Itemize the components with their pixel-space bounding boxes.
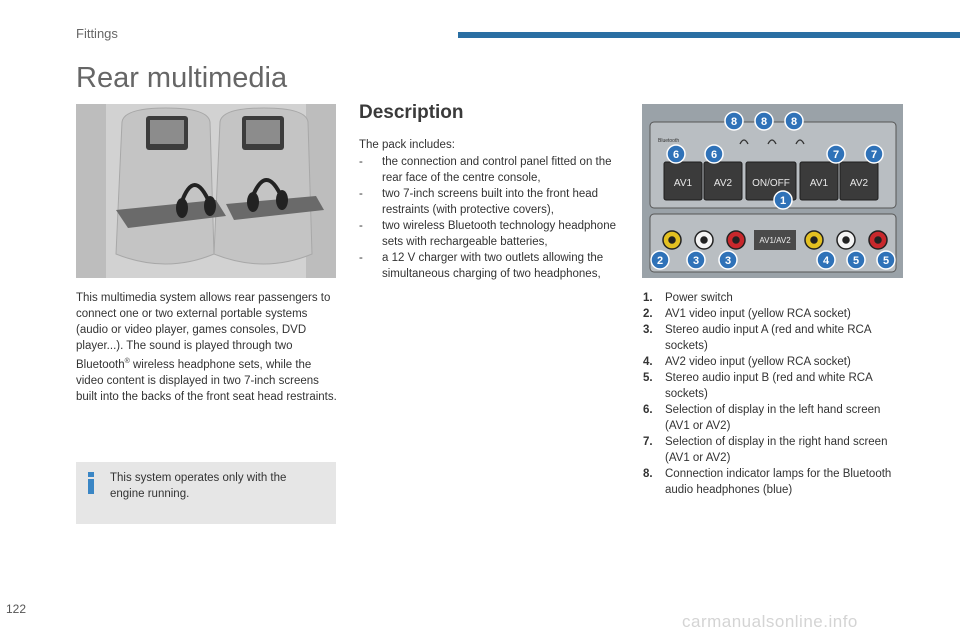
legend-item — [643, 290, 905, 306]
socket-label: AV1/AV2 — [759, 236, 791, 245]
callout-7: 7 — [870, 149, 878, 161]
button-label: AV2 — [849, 178, 869, 189]
legend-number: 2. — [643, 308, 653, 320]
callout-8: 8 — [760, 116, 768, 128]
button-label: AV1 — [809, 178, 829, 189]
list-dash: - — [359, 220, 363, 232]
info-note-text: This system operates only with the engine running. — [110, 472, 287, 500]
seats-illustration — [76, 104, 336, 278]
button-label: AV1 — [673, 178, 693, 189]
seats-photo — [76, 104, 336, 278]
control-panel-photo — [642, 104, 903, 278]
legend-item — [643, 306, 905, 322]
callout-2: 2 — [656, 255, 664, 267]
legend-number: 7. — [643, 436, 653, 448]
list-item — [359, 218, 621, 250]
list-item-text: two 7-inch screens built into the front head restraints (with protective covers), — [382, 188, 599, 216]
list-item — [359, 186, 621, 218]
callout-1: 1 — [779, 195, 787, 207]
intro-text-b: wireless headphone sets, while the video content is displayed in two 7-inch screens built into the backs of the front seat head restraints. — [76, 358, 337, 403]
legend-text: Selection of display in the left hand screen (AV1 or AV2) — [665, 404, 881, 432]
legend-number: 1. — [643, 292, 653, 304]
callout-6: 6 — [710, 149, 718, 161]
legend-text: AV1 video input (yellow RCA socket) — [665, 308, 851, 320]
legend-text: Power switch — [665, 292, 733, 304]
legend-number: 4. — [643, 356, 653, 368]
button-label: AV2 — [713, 178, 733, 189]
callout-6: 6 — [672, 149, 680, 161]
legend-text: AV2 video input (yellow RCA socket) — [665, 356, 851, 368]
legend-text: Stereo audio input A (red and white RCA sockets) — [665, 324, 871, 352]
legend-list — [643, 290, 905, 498]
list-dash: - — [359, 188, 363, 200]
control-panel-illustration — [642, 104, 903, 278]
legend-item — [643, 434, 905, 466]
panel-brand-label: Bluetooth — [658, 138, 680, 144]
list-item — [359, 250, 621, 282]
callout-8: 8 — [730, 116, 738, 128]
description-heading: Description — [359, 102, 464, 123]
callout-4: 4 — [822, 255, 830, 267]
list-item-text: a 12 V charger with two outlets allowing the simultaneous charging of two headphones, — [382, 252, 604, 280]
section-label: Fittings — [76, 26, 118, 41]
info-icon — [84, 472, 98, 492]
legend-item — [643, 466, 905, 498]
pack-intro: The pack includes: — [359, 139, 455, 151]
legend-number: 5. — [643, 372, 653, 384]
legend-text: Selection of display in the right hand screen (AV1 or AV2) — [665, 436, 888, 464]
page-number: 122 — [6, 602, 27, 616]
list-dash: - — [359, 156, 363, 168]
intro-text-a: This multimedia system allows rear passengers to connect one or two external portable systems (audio or video player, games consoles, DVD player...). The sound is played through two Bluetooth — [76, 292, 331, 371]
legend-number: 6. — [643, 404, 653, 416]
intro-paragraph — [76, 290, 338, 405]
callout-3: 3 — [724, 255, 732, 267]
legend-text: Stereo audio input B (red and white RCA sockets) — [665, 372, 873, 400]
pack-list — [359, 154, 621, 282]
page-title: Rear multimedia — [76, 62, 288, 94]
list-dash: - — [359, 252, 363, 264]
legend-number: 3. — [643, 324, 653, 336]
list-item-text: two wireless Bluetooth technology headphone sets with rechargeable batteries, — [382, 220, 616, 248]
legend-item — [643, 354, 905, 370]
list-item-text: the connection and control panel fitted on the rear face of the centre console, — [382, 156, 612, 184]
list-item — [359, 154, 621, 186]
legend-item — [643, 402, 905, 434]
registered-mark: ® — [124, 358, 130, 365]
legend-item — [643, 370, 905, 402]
callout-5: 5 — [882, 255, 890, 267]
callout-8: 8 — [790, 116, 798, 128]
watermark-link[interactable]: carmanualsonline.info — [682, 612, 858, 631]
legend-text: Connection indicator lamps for the Bluetooth audio headphones (blue) — [665, 468, 892, 496]
header-accent-bar — [458, 32, 960, 38]
callout-3: 3 — [692, 255, 700, 267]
callout-7: 7 — [832, 149, 840, 161]
info-note-box — [76, 462, 336, 524]
button-label: ON/OFF — [752, 178, 790, 189]
legend-number: 8. — [643, 468, 653, 480]
legend-item — [643, 322, 905, 354]
callout-5: 5 — [852, 255, 860, 267]
